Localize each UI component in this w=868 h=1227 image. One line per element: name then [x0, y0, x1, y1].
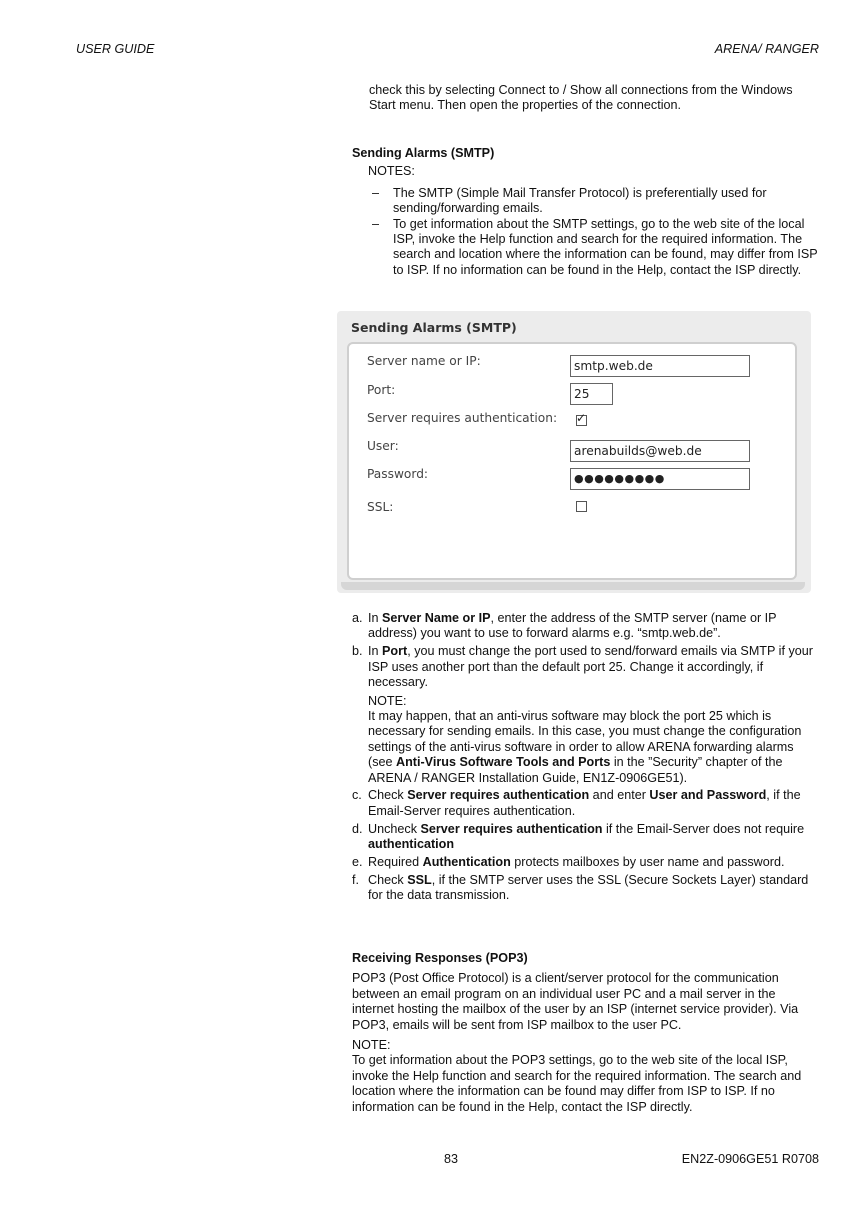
pop3-note-text: To get information about the POP3 settings, go to the web site of the local ISP, invoke the Help function and search for the required information. The search and location where the information can be found may differ from ISP to ISP. If no information can be found in the Help, contact the ISP directly. — [352, 1053, 802, 1114]
port-input[interactable]: 25 — [570, 383, 613, 405]
user-input[interactable]: arenabuilds@web.de — [570, 440, 750, 462]
step-d: d. Uncheck Server requires authentication if the Email-Server does not require authentication — [352, 821, 805, 852]
intro-line-1: check this by selecting Connect to / Show all connections from the Windows — [369, 83, 793, 97]
form-box — [347, 342, 797, 580]
port-label: Port: — [367, 383, 396, 397]
auth-label: Server requires authentication: — [367, 411, 558, 425]
form-title: Sending Alarms (SMTP) — [351, 320, 517, 335]
pop3-heading: Receiving Responses (POP3) — [352, 951, 528, 965]
password-input[interactable]: ●●●●●●●●● — [570, 468, 750, 490]
page-number: 83 — [444, 1152, 459, 1166]
smtp-form-screenshot — [337, 311, 811, 593]
smtp-section — [352, 146, 820, 278]
smtp-notes-list — [368, 186, 820, 278]
step-e: e. Required Authentication protects mailboxes by user name and password. — [352, 855, 785, 870]
panel-shadow — [341, 582, 805, 590]
smtp-note-1: – The SMTP (Simple Mail Transfer Protocol) is preferentially used for sending/forwarding emails. — [368, 186, 820, 217]
step-f: f. Check SSL, if the SMTP server uses the SSL (Secure Sockets Layer) standard for the data transmission. — [352, 873, 809, 903]
server-input[interactable]: smtp.web.de — [570, 355, 750, 377]
pop3-paragraph: POP3 (Post Office Protocol) is a client/server protocol for the communication between an email program on an individual user PC and a mail server in the internet hosting the mailbox of the user by an ISP (internet service provider). Via POP3, emails will be sent from ISP mailbox to the user PC. — [352, 971, 799, 1032]
port-note-label: NOTE: — [368, 693, 407, 708]
port-note-text: It may happen, that an anti-virus software may block the port 25 which is necessary for sending emails. In this case, you must change the configuration settings of the anti-virus software in order to allow ARENA forwarding alarms (see Anti-Virus Software Tools and Ports in the ”Security” chapter of the ARENA / RANGER Installation Guide, EN1Z-0906GE51). — [368, 708, 802, 785]
ssl-label: SSL: — [367, 500, 394, 514]
document-id: EN2Z-0906GE51 R0708 — [681, 1152, 819, 1166]
pop3-note-label: NOTE: — [352, 1038, 391, 1053]
step-c: c. Check Server requires authentication and enter User and Password, if the Email-Server requires authentication. — [352, 788, 801, 818]
user-label: User: — [367, 439, 399, 453]
ssl-checkbox[interactable] — [576, 501, 587, 512]
intro-line-2: Start menu. Then open the properties of the connection. — [369, 98, 682, 113]
steps-list-container — [352, 611, 820, 906]
intro-text — [369, 83, 819, 114]
header-left: USER GUIDE — [76, 42, 155, 56]
password-label: Password: — [367, 467, 429, 481]
smtp-note-2: – To get information about the SMTP settings, go to the web site of the local ISP, invoke the Help function and search for the required information. The search and location where the information can be found, may differ from ISP to ISP. If no information can be found in the Help, contact the ISP directly. — [368, 217, 820, 279]
server-label: Server name or IP: — [367, 354, 481, 368]
pop3-section — [352, 951, 820, 1115]
port-note — [368, 694, 820, 786]
steps-list — [352, 611, 820, 904]
step-a: a. In Server Name or IP, enter the address of the SMTP server (name or IP address) you want to use to forward alarms e.g. “smtp.web.de”. — [352, 611, 777, 641]
auth-checkbox[interactable] — [576, 411, 587, 426]
checkmark-icon: ✓ — [576, 411, 587, 425]
header-right: ARENA/ RANGER — [714, 42, 819, 56]
step-b: b. In Port, you must change the port used to send/forward emails via SMTP if your ISP uses another port than the default port 25. Change it accordingly, if necessary. NOTE: It may happen, that an anti-virus software may block the port 25 which is necessary for sending emails. In this case, you must change the configuration settings of the anti-virus software in order to allow ARENA forwarding alarms (see Anti-Virus Software Tools and Ports in the ”Security” chapter of the ARENA / RANGER Installation Guide, EN1Z-0906GE51). — [352, 644, 820, 786]
smtp-notes-label: NOTES: — [368, 164, 415, 179]
smtp-heading: Sending Alarms (SMTP) — [352, 146, 495, 160]
